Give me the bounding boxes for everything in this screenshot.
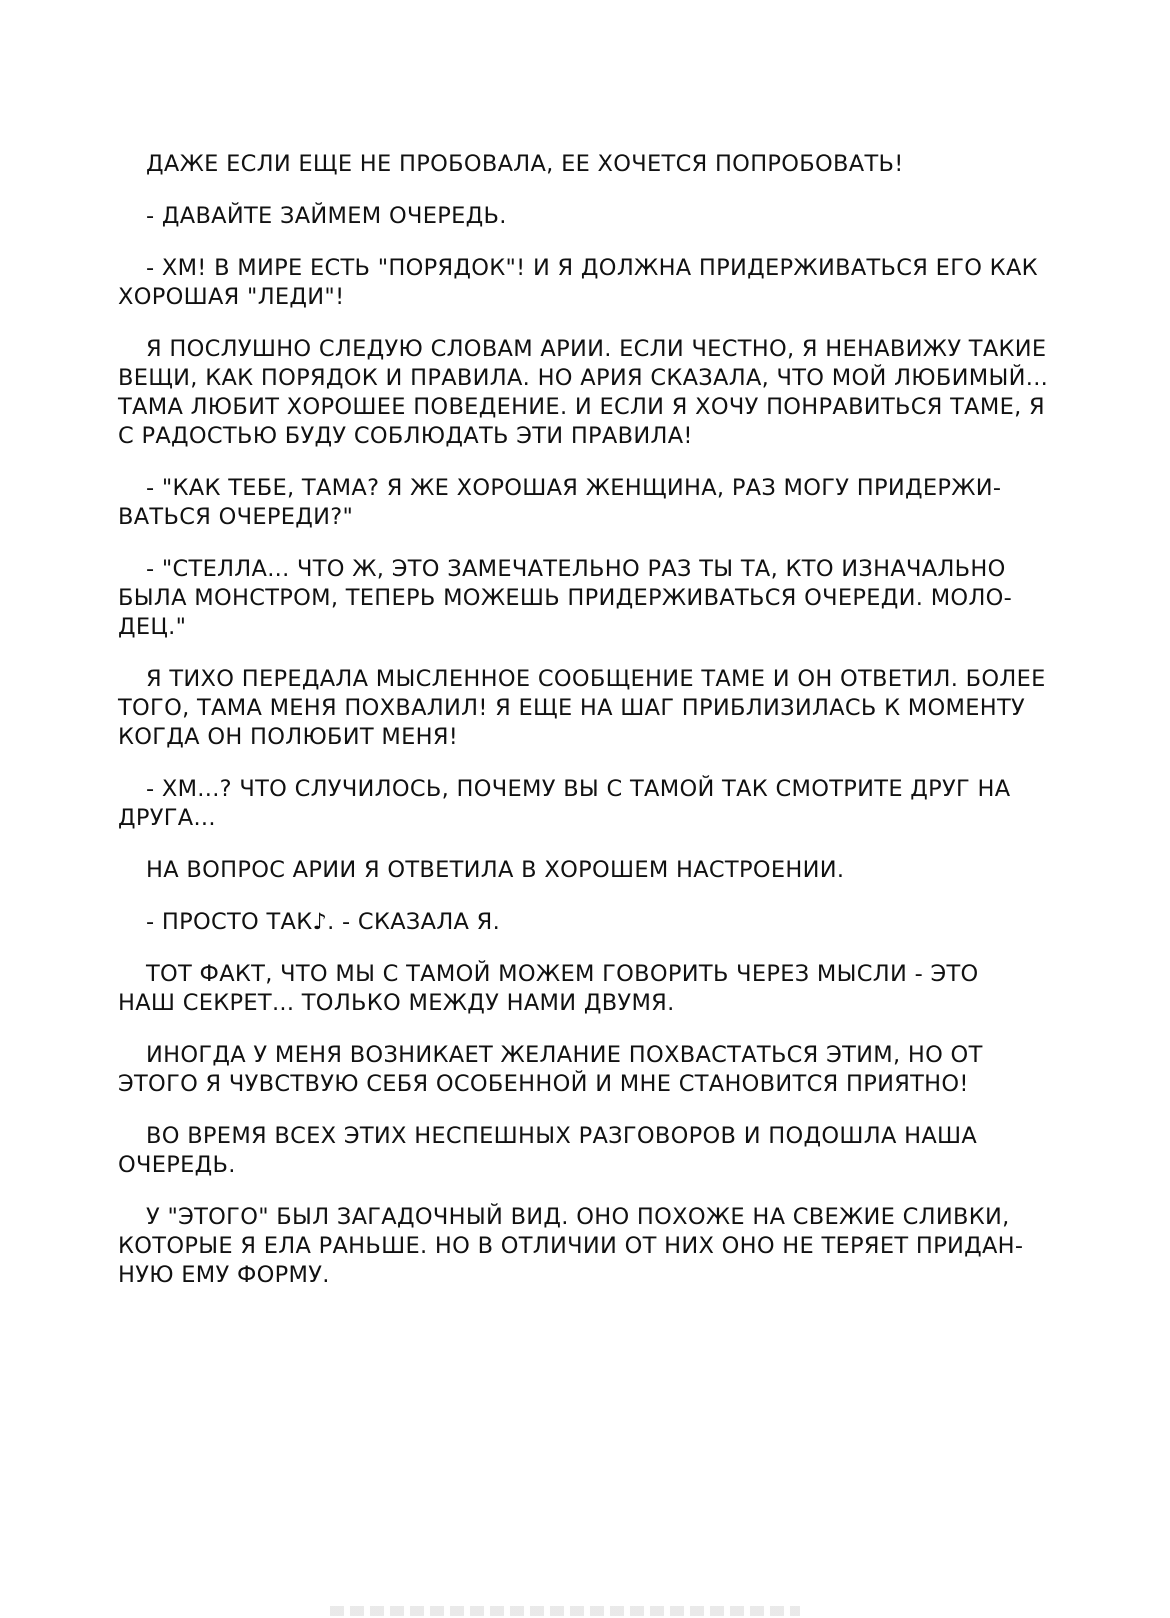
paragraph: - "КАК ТЕБЕ, ТАМА? Я ЖЕ ХОРОШАЯ ЖЕНЩИНА, РАЗ МОГУ ПРИДЕРЖИ- ВАТЬСЯ ОЧЕРЕДИ?" xyxy=(118,475,1002,530)
faint-footer-mark xyxy=(330,1606,800,1616)
paragraph: НА ВОПРОС АРИИ Я ОТВЕТИЛА В ХОРОШЕМ НАСТРОЕНИИ. xyxy=(146,857,845,883)
paragraph: ИНОГДА У МЕНЯ ВОЗНИКАЕТ ЖЕЛАНИЕ ПОХВАСТАТЬСЯ ЭТИМ, НО ОТ ЭТОГО Я ЧУВСТВУЮ СЕБЯ ОСОБЕННОЙ И МНЕ СТАНОВИТСЯ ПРИЯТНО! xyxy=(118,1042,983,1097)
paragraph: ДАЖЕ ЕСЛИ ЕЩЕ НЕ ПРОБОВАЛА, ЕЕ ХОЧЕТСЯ ПОПРОБОВАТЬ! xyxy=(146,151,904,177)
paragraph: - "СТЕЛЛА... ЧТО Ж, ЭТО ЗАМЕЧАТЕЛЬНО РАЗ ТЫ ТА, КТО ИЗНАЧАЛЬНО БЫЛА МОНСТРОМ, ТЕПЕРЬ МОЖЕШЬ ПРИДЕРЖИВАТЬСЯ ОЧЕРЕДИ. МОЛО- ДЕЦ." xyxy=(118,556,1013,640)
paragraph: - ДАВАЙТЕ ЗАЙМЕМ ОЧЕРЕДЬ. xyxy=(146,203,507,229)
paragraph: ВО ВРЕМЯ ВСЕХ ЭТИХ НЕСПЕШНЫХ РАЗГОВОРОВ И ПОДОШЛА НАША ОЧЕРЕДЬ. xyxy=(118,1123,978,1178)
paragraph: - ХМ! В МИРЕ ЕСТЬ "ПОРЯДОК"! И Я ДОЛЖНА ПРИДЕРЖИВАТЬСЯ ЕГО КАК ХОРОШАЯ "ЛЕДИ"! xyxy=(118,255,1038,310)
paragraph: Я ПОСЛУШНО СЛЕДУЮ СЛОВАМ АРИИ. ЕСЛИ ЧЕСТНО, Я НЕНАВИЖУ ТАКИЕ ВЕЩИ, КАК ПОРЯДОК И ПРАВИЛА. НО АРИЯ СКАЗАЛА, ЧТО МОЙ ЛЮБИМЫЙ... ТАМА ЛЮБИТ ХОРОШЕЕ ПОВЕДЕНИЕ. И ЕСЛИ Я ХОЧУ ПОНРАВИТЬСЯ ТАМЕ, Я С РАДОСТЬЮ БУДУ СОБЛЮДАТЬ ЭТИ ПРАВИЛА! xyxy=(118,336,1049,449)
paragraph: ТОТ ФАКТ, ЧТО МЫ С ТАМОЙ МОЖЕМ ГОВОРИТЬ ЧЕРЕЗ МЫСЛИ - ЭТО НАШ СЕКРЕТ... ТОЛЬКО МЕЖДУ НАМИ ДВУМЯ. xyxy=(118,961,979,1016)
paragraph: - ПРОСТО ТАК♪. - СКАЗАЛА Я. xyxy=(146,909,501,935)
paragraph: Я ТИХО ПЕРЕДАЛА МЫСЛЕННОЕ СООБЩЕНИЕ ТАМЕ И ОН ОТВЕТИЛ. БОЛЕЕ ТОГО, ТАМА МЕНЯ ПОХВАЛИЛ! Я ЕЩЕ НА ШАГ ПРИБЛИЗИЛАСЬ К МОМЕНТУ КОГДА ОН ПОЛЮБИТ МЕНЯ! xyxy=(118,666,1046,750)
body-text xyxy=(118,150,1053,1313)
paragraph: - ХМ...? ЧТО СЛУЧИЛОСЬ, ПОЧЕМУ ВЫ С ТАМОЙ ТАК СМОТРИТЕ ДРУГ НА ДРУГА... xyxy=(118,776,1011,831)
paragraph: У "ЭТОГО" БЫЛ ЗАГАДОЧНЫЙ ВИД. ОНО ПОХОЖЕ НА СВЕЖИЕ СЛИВКИ, КОТОРЫЕ Я ЕЛА РАНЬШЕ. НО В ОТЛИЧИИ ОТ НИХ ОНО НЕ ТЕРЯЕТ ПРИДАН- НУЮ ЕМУ ФОРМУ. xyxy=(118,1204,1024,1288)
